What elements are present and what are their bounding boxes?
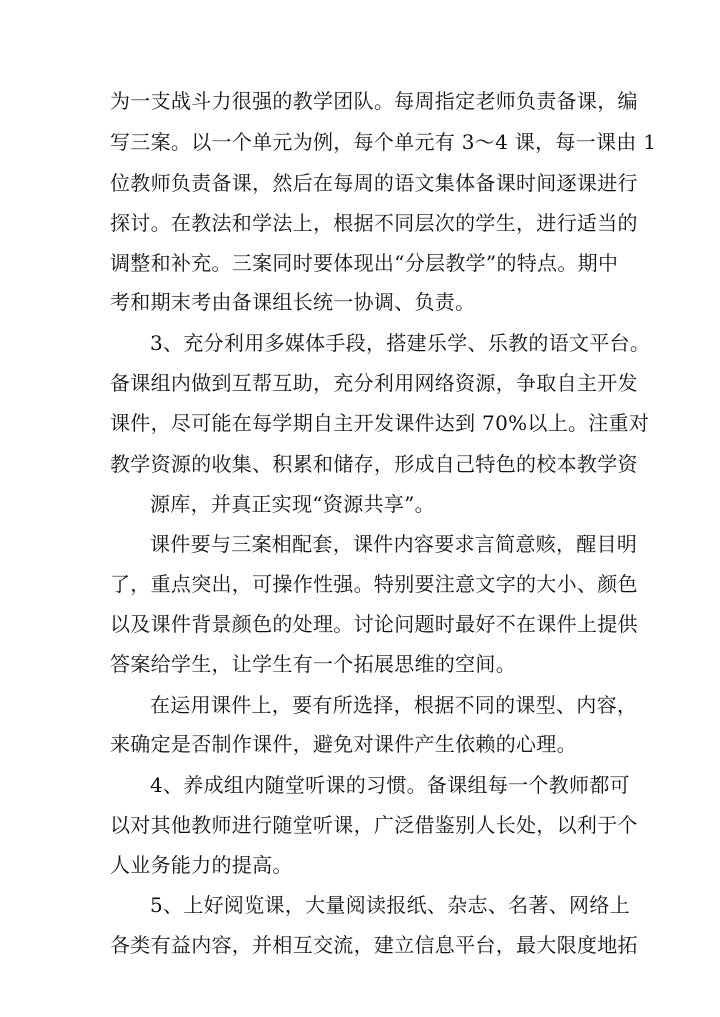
- text-line: 课件，尽可能在每学期自主开发课件达到 70%以上。注重对: [110, 411, 650, 435]
- text-line: 在运用课件上，要有所选择，根据不同的课型、内容，: [150, 693, 638, 717]
- text-line: 课件要与三案相配套，课件内容要求言简意赅，醒目明: [150, 532, 638, 556]
- text-line: 5、上好阅览课，大量阅读报纸、杂志、名著、网络上: [150, 893, 630, 917]
- text-line: 为一支战斗力很强的教学团队。每周指定老师负责备课，编: [110, 89, 638, 113]
- text-line: 调整和补充。三案同时要体现出“分层教学”的特点。期中: [110, 251, 619, 275]
- text-line: 考和期末考由备课组长统一协调、负责。: [110, 290, 476, 314]
- text-line: 各类有益内容，并相互交流，建立信息平台，最大限度地拓: [110, 933, 638, 957]
- text-line: 答案给学生，让学生有一个拓展思维的空间。: [110, 652, 516, 676]
- text-line: 写三案。以一个单元为例，每个单元有 3～4 课，每一课由 1: [110, 130, 657, 154]
- text-line: 4、养成组内随堂听课的习惯。备课组每一个教师都可: [150, 773, 630, 797]
- text-line: 以对其他教师进行随堂听课，广泛借鉴别人长处，以利于个: [110, 813, 638, 837]
- text-line: 3、充分利用多媒体手段，搭建乐学、乐教的语文平台。: [150, 331, 651, 355]
- text-line: 源库，并真正实现“资源共享”。: [150, 492, 435, 516]
- text-line: 位教师负责备课，然后在每周的语文集体备课时间逐课进行: [110, 171, 638, 195]
- text-line: 备课组内做到互帮互助，充分利用网络资源，争取自主开发: [110, 371, 638, 395]
- text-line: 教学资源的收集、积累和储存，形成自己特色的校本教学资: [110, 452, 638, 476]
- text-line: 来确定是否制作课件，避免对课件产生依赖的心理。: [110, 732, 577, 756]
- text-line: 探讨。在教法和学法上，根据不同层次的学生，进行适当的: [110, 211, 638, 235]
- text-line: 人业务能力的提高。: [110, 853, 293, 877]
- text-line: 了，重点突出，可操作性强。特别要注意文字的大小、颜色: [110, 572, 638, 596]
- text-line: 以及课件背景颜色的处理。讨论问题时最好不在课件上提供: [110, 612, 638, 636]
